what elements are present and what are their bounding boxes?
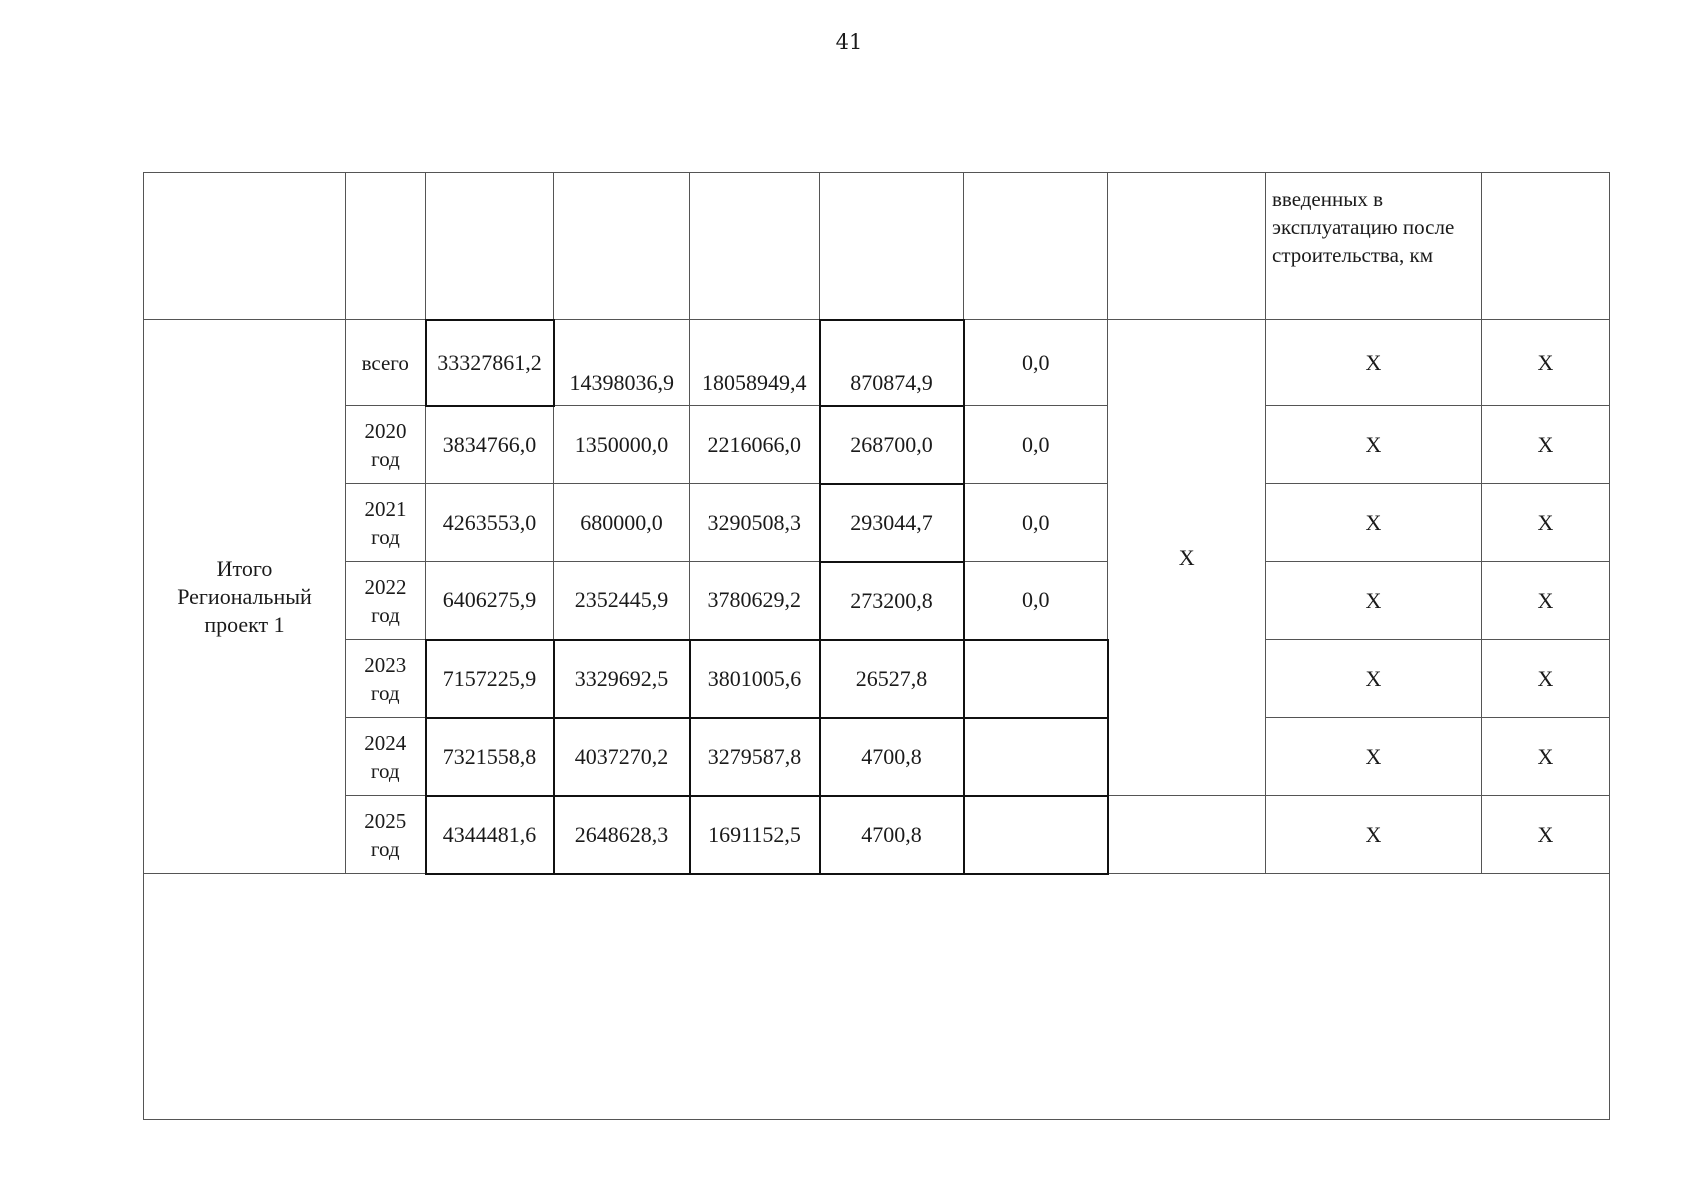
period-cell: всего [346,320,426,406]
header-cell [690,173,820,320]
period-cell: 2022 год [346,562,426,640]
amount-cell: 33327861,2 [426,320,554,406]
amount-cell: 3329692,5 [554,640,690,718]
x-cell: Х [1266,718,1482,796]
table-row [144,718,1610,796]
table-row [144,640,1610,718]
amount-cell [964,718,1108,796]
x-cell: Х [1482,718,1610,796]
period-cell: 2025 год [346,796,426,874]
empty-footer-cell [144,874,1610,1120]
amount-cell: 0,0 [964,406,1108,484]
x-cell: Х [1266,640,1482,718]
header-cell [1482,173,1610,320]
amount-cell: 0,0 [964,484,1108,562]
period-cell: 2021 год [346,484,426,562]
amount-cell: 3780629,2 [690,562,820,640]
x-cell: Х [1482,562,1610,640]
amount-cell: 26527,8 [820,640,964,718]
header-note-cell: введенных в эксплуатацию после строительства, км [1266,173,1482,320]
amount-cell: 4263553,0 [426,484,554,562]
x-cell: Х [1266,562,1482,640]
x-cell: Х [1266,484,1482,562]
amount-cell: 0,0 [964,320,1108,406]
x-cell: Х [1482,640,1610,718]
merged-x-cell: Х [1108,320,1266,796]
amount-cell: 7321558,8 [426,718,554,796]
amount-cell: 4037270,2 [554,718,690,796]
amount-cell: 293044,7 [820,484,964,562]
amount-cell: 6406275,9 [426,562,554,640]
header-cell [820,173,964,320]
x-cell: Х [1482,406,1610,484]
header-cell [1108,173,1266,320]
header-cell [346,173,426,320]
amount-cell: 680000,0 [554,484,690,562]
amount-cell: 4344481,6 [426,796,554,874]
table-row [144,406,1610,484]
table-header-row [144,173,1610,320]
empty-cell [1108,796,1266,874]
amount-cell [964,640,1108,718]
amount-cell: 2648628,3 [554,796,690,874]
period-cell: 2020 год [346,406,426,484]
group-label-cell: Итого Региональный проект 1 [144,320,346,874]
x-cell: Х [1266,406,1482,484]
budget-table [143,172,1610,1120]
header-cell [144,173,346,320]
amount-cell: 870874,9 [820,320,964,406]
x-cell: Х [1266,796,1482,874]
amount-cell: 3279587,8 [690,718,820,796]
page-number: 41 [835,30,863,54]
header-cell [426,173,554,320]
amount-cell: 1350000,0 [554,406,690,484]
amount-cell: 2352445,9 [554,562,690,640]
table-footer-row [144,874,1610,1120]
table-row [144,562,1610,640]
period-cell: 2023 год [346,640,426,718]
header-cell [554,173,690,320]
amount-cell: 4700,8 [820,718,964,796]
amount-cell: 18058949,4 [690,320,820,406]
amount-cell: 1691152,5 [690,796,820,874]
amount-cell: 14398036,9 [554,320,690,406]
amount-cell [964,796,1108,874]
amount-cell: 3801005,6 [690,640,820,718]
period-cell: 2024 год [346,718,426,796]
x-cell: Х [1482,320,1610,406]
table-row [144,320,1610,406]
amount-cell: 4700,8 [820,796,964,874]
amount-cell: 3834766,0 [426,406,554,484]
header-cell [964,173,1108,320]
x-cell: Х [1482,796,1610,874]
amount-cell: 268700,0 [820,406,964,484]
amount-cell: 3290508,3 [690,484,820,562]
table-row [144,484,1610,562]
amount-cell: 7157225,9 [426,640,554,718]
amount-cell: 2216066,0 [690,406,820,484]
x-cell: Х [1482,484,1610,562]
amount-cell: 0,0 [964,562,1108,640]
x-cell: Х [1266,320,1482,406]
table-row [144,796,1610,874]
amount-cell: 273200,8 [820,562,964,640]
